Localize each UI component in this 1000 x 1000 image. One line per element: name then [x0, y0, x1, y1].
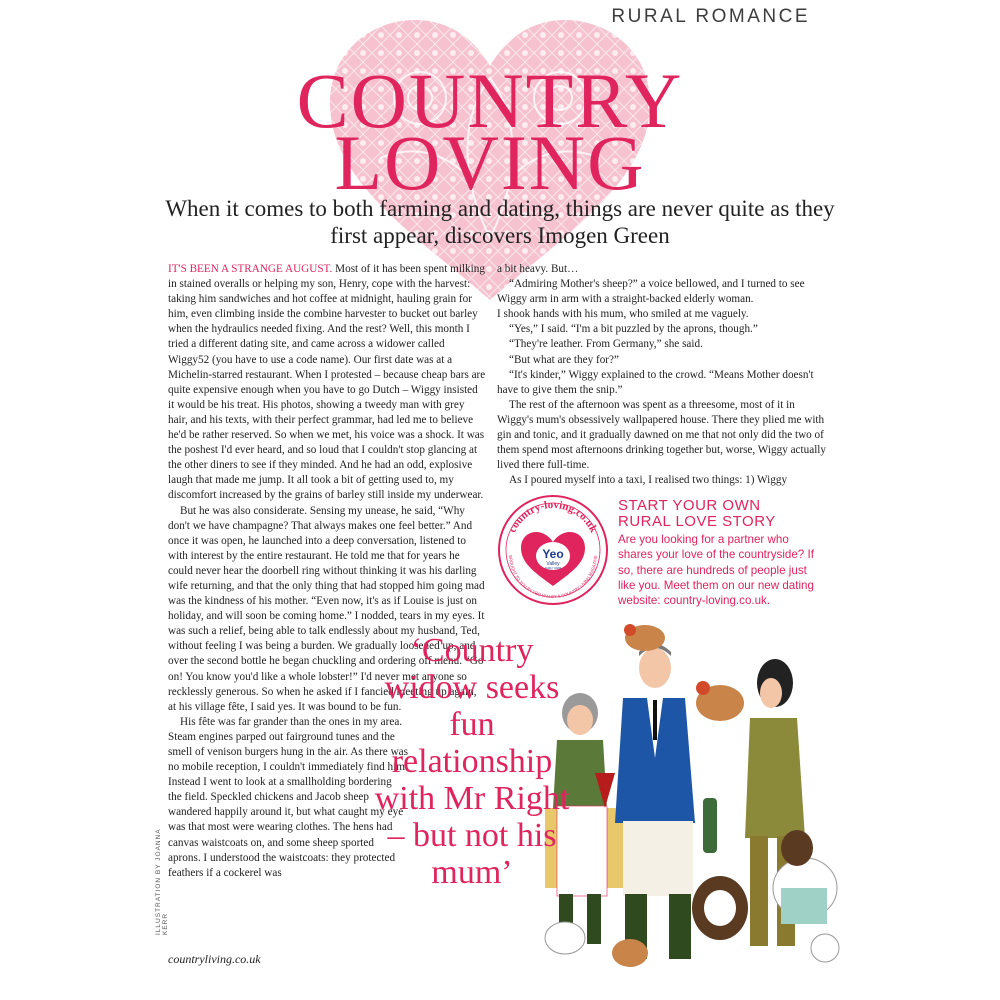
paragraph: “Admiring Mother's sheep?” a voice bellowed, and I turned to see Wiggy arm in arm with a straight-backed elderly woman.	[497, 278, 805, 306]
paragraph: But he was also considerate. Sensing my unease, he said, “Why don't we have champagne? That always makes one feel better.” And once it was open, he launched into a deep conversation, listened to with interest by the entire restaurant. He told me that for years he could never hear the doorbell ring without thinking it was his darling wife returning, and that the only thing that had stopped him going mad was the kindness of his mother. “Even now, it's as if Louise is just on holiday, and will soon be coming home.” I nodded, tears in my eyes. It was such a relief, being able to talk endlessly about my husband, Ted, without feeling I was being a burden. We gradually loosened up, and over the second bottle he began chuckling and ordering off menu. “Go on! You know you'd like a whole lobster!” I'd never met anyone so recklessly generous. So when he asked if I fancied meeting up again, at his village fête, I said yes. It was bound to be fun.	[168, 504, 485, 713]
paragraph: As I poured myself into a taxi, I realised two things: 1) Wiggy	[509, 474, 788, 487]
pull-quote: ‘Country widow seeks fun relationship with Mr Right – but not his mum’	[374, 632, 570, 891]
article-column-2	[497, 262, 827, 488]
badge-brand-2: Valley	[546, 561, 560, 567]
fete-illustration	[535, 608, 840, 980]
paragraph: “They're leather. From Germany,” she said.	[509, 338, 703, 351]
promo-title-line-1: START YOUR OWN	[618, 497, 761, 514]
promo-title	[618, 498, 828, 530]
standfirst: When it comes to both farming and dating, things are never quite as they first appear, discovers Imogen Green	[165, 196, 835, 248]
badge-brand: Yeo	[542, 547, 564, 561]
paragraph: “It's kinder,” Wiggy explained to the crowd. “Means Mother doesn't have to give them the snip.”	[497, 368, 814, 396]
footer-url: countryliving.co.uk	[168, 952, 261, 966]
wiggy-figure	[595, 644, 695, 959]
sheep-2	[692, 876, 748, 940]
country-loving-badge	[497, 494, 609, 606]
paragraph: a bit heavy. But…	[497, 263, 579, 275]
paragraph: “But what are they for?”	[509, 353, 619, 366]
section-label: RURAL ROMANCE	[611, 6, 810, 27]
badge-ring-text: BROUGHT TO YOU BY YEO VALLEY & COUNTRY LIVING MAGAZINE	[508, 555, 598, 600]
jacob-sheep	[773, 830, 837, 924]
paragraph: The rest of the afternoon was spent as a threesome, most of it in Wiggy's mum's obsessively wallpapered house. There they plied me with gin and tonic, and it gradually dawned on me that not only did the two of them spend most afternoons drinking together but, worse, Wiggy actually lived there full-time.	[497, 398, 826, 472]
headline-line-1: COUNTRY	[296, 57, 684, 144]
paragraph: I shook hands with his mum, who smiled at me vaguely.	[497, 308, 749, 321]
chicken-held	[696, 681, 744, 721]
illustration-credit: ILLUSTRATION BY JOANNA KERR	[155, 828, 169, 935]
promo-body: Are you looking for a partner who shares your love of the countryside? If so, there are hundreds of people just like you. Meet them on our new dating website: country-loving.co.uk.	[618, 533, 814, 608]
paragraph: “Yes,” I said. “I'm a bit puzzled by the aprons, though.”	[509, 323, 758, 336]
headline-line-2: LOVING	[334, 119, 646, 206]
badge-url: country-loving.co.uk	[506, 498, 600, 535]
kicker: IT'S BEEN A STRANGE AUGUST.	[168, 263, 333, 275]
chicken-on-head	[624, 624, 665, 651]
paragraph	[168, 262, 486, 504]
promo-title-line-2: RURAL LOVE STORY	[618, 513, 776, 530]
paragraph-text: Most of it has been spent milking in stained overalls or helping my son, Henry, cope with the harvest: taking him sandwiches and hot coffee at midnight, hauling grain for him, even climbing inside the combine harvester to bucket out barley when the hydraulics needed fixing. And the rest? Well, this month I tried a different dating site, and came across a widower called Wiggy52 (you have to use a code name). Our first date was at a Michelin-starred restaurant. When I protested – because cheap bars are quite expensive enough when you have to go Dutch – Wiggy insisted it would be his treat. His photos, showing a tweedy man with grey hair, and his texts, with their perfect grammar, had led me to believe he'd be rather reserved. So when we met, his voice was a shock. It was the poshest I'd ever heard, and so loud that I couldn't stop glancing at the other diners to see if they minded. And he had an odd, explosive laugh that made me jump. It all took a bit of getting used to, my discomfort increased by the grains of barley still inside my underwear.	[168, 263, 486, 502]
paragraph: His fête was far grander than the ones in my area. Steam engines parped out fairground tunes and the smell of venison burgers hung in the air. As there was no mobile reception, I couldn't immediately find him. Instead I went to look at a smallholding bordering the field. Speckled chickens and Jacob sheep wandered happily around it, but what caught my eye was that most were wearing clothes. The hens had canvas waistcoats on, and some sheep sported aprons. I understood the waistcoats: they protected feathers if a cockerel was	[168, 715, 408, 879]
wine-bottle	[703, 798, 717, 853]
badge-brand-small: FAMILY FARM	[544, 567, 562, 570]
